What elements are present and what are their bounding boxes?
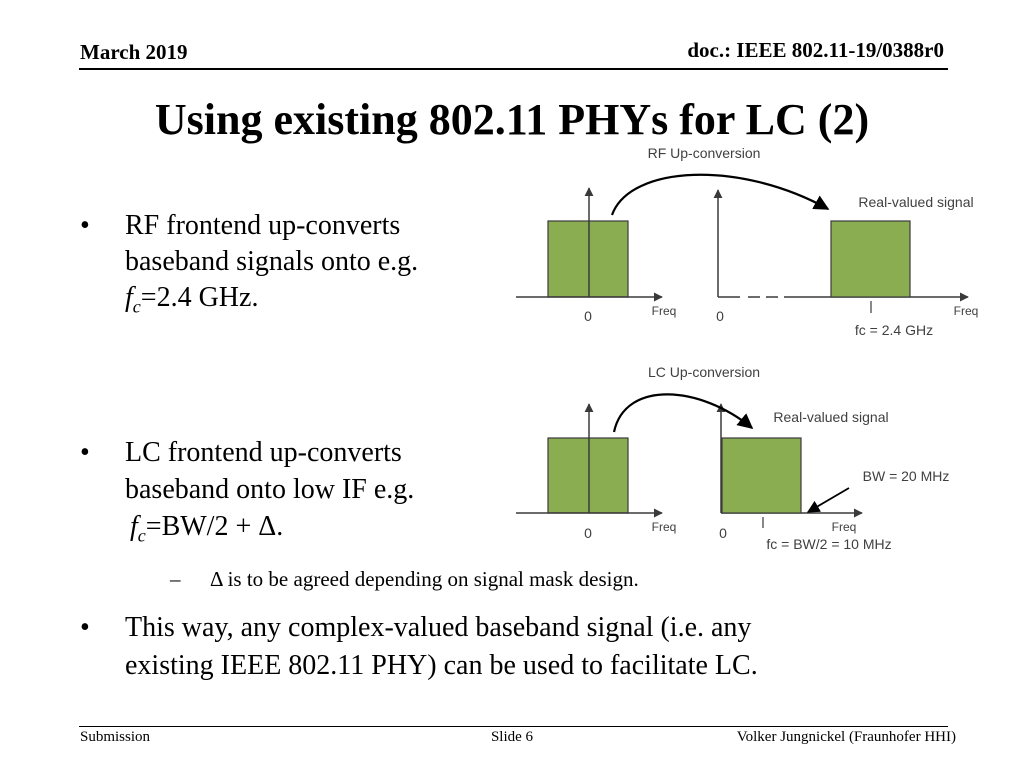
lc-left-freq-label: Freq (651, 520, 677, 534)
header-doc-id: doc.: IEEE 802.11-19/0388r0 (687, 38, 944, 62)
bullet-lc-line1: LC frontend up-converts (125, 437, 402, 468)
bullet-lc-line2: baseband onto low IF e.g. (125, 474, 415, 505)
rf-right-freq-label: Freq (953, 304, 979, 318)
bullet-dot: • (80, 210, 90, 241)
lc-lowif-block (722, 438, 801, 513)
fc-value: =BW/2 + Δ. (145, 511, 284, 542)
lc-bw-label: BW = 20 MHz (862, 468, 950, 484)
lc-diagram (516, 364, 949, 552)
rf-left-zero: 0 (584, 308, 592, 324)
lc-right-zero: 0 (719, 525, 727, 541)
footer-slide-number: Slide 6 (490, 729, 534, 745)
rf-signal-label: Real-valued signal (858, 194, 974, 210)
lc-bw-pointer-arrow (808, 488, 849, 512)
lc-left-zero: 0 (584, 525, 592, 541)
footer-author: Volker Jungnickel (Fraunhofer HHI) (736, 729, 956, 745)
slide-title: Using existing 802.11 PHYs for LC (2) (154, 95, 870, 144)
footer-submission: Submission (80, 729, 151, 745)
fc-value: =2.4 GHz. (140, 282, 259, 313)
lc-diagram-title: LC Up-conversion (647, 364, 761, 380)
bullet-final-line1: This way, any complex-valued baseband signal (i.e. any (125, 612, 752, 643)
fc-symbol: f (125, 282, 133, 313)
fc-subscript: c (132, 296, 141, 317)
header-date: March 2019 (80, 40, 188, 64)
lc-upconversion-arrow (614, 394, 752, 432)
lc-signal-label: Real-valued signal (773, 409, 889, 425)
rf-left-freq-label: Freq (651, 304, 677, 318)
rf-diagram-title: RF Up-conversion (647, 145, 761, 161)
rf-diagram (516, 145, 978, 338)
fc-symbol: f (130, 511, 138, 542)
sub-bullet-text: Δ is to be agreed depending on signal mask design. (210, 567, 639, 591)
fc-subscript: c (137, 525, 146, 546)
lc-baseband-block (548, 438, 628, 513)
rf-fc-label: fc = 2.4 GHz (854, 322, 934, 338)
rf-right-zero: 0 (716, 308, 724, 324)
bullet-rf-line1: RF frontend up-converts (125, 210, 401, 241)
rf-upconversion-arrow (612, 175, 828, 215)
rf-baseband-block (548, 221, 628, 297)
footer-divider (79, 726, 948, 727)
lc-fc-label: fc = BW/2 = 10 MHz (766, 536, 892, 552)
bullet-final-line2: existing IEEE 802.11 PHY) can be used to facilitate LC. (125, 650, 758, 681)
bullet-dot: • (80, 612, 90, 643)
rf-passband-block (831, 221, 910, 297)
sub-bullet-dash: – (170, 567, 181, 591)
lc-right-freq-label: Freq (831, 520, 857, 534)
bullet-rf-line2: baseband signals onto e.g. (125, 246, 419, 277)
bullet-dot: • (80, 437, 90, 468)
